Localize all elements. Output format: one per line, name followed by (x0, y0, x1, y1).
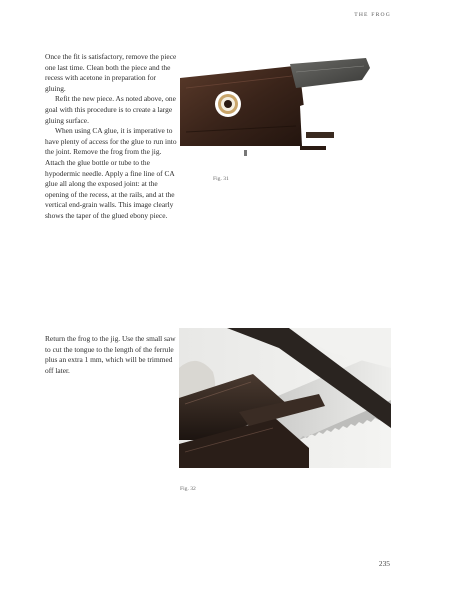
paragraph-3: When using CA glue, it is imperative to have plenty of access for the glue to run into the joint. Remove the frog from the jig. Attach the glue bottle or tube to the hypodermic needle. Apply a fine line of CA glue all along the exposed joint: at the opening of the recess, at the rails, and at the vertical end-grain walls. This image clearly shows the taper of the glued ebony piece. (45, 126, 177, 220)
figure-32-saw-photo (179, 328, 391, 468)
paragraph-4: Return the frog to the jig. Use the small saw to cut the tongue to the length of the ferrule plus an extra 1 mm, which will be trimmed off later. (45, 334, 176, 375)
page-number: 235 (378, 559, 390, 568)
paragraph-2: Refit the new piece. As noted above, one goal with this procedure is to create a large gluing surface. (45, 94, 176, 125)
text-block-gluing (45, 52, 177, 222)
paragraph-1: Once the fit is satisfactory, remove the piece one last time. Clean both the piece and the recess with acetone in preparation for gluing. (45, 52, 177, 93)
figure-31-caption: Fig. 31 (213, 176, 229, 182)
text-block-sawing (45, 334, 177, 376)
figure-32-caption: Fig. 32 (180, 486, 196, 492)
running-head: THE FROG (354, 12, 391, 18)
figure-31-frog-photo (176, 52, 376, 162)
